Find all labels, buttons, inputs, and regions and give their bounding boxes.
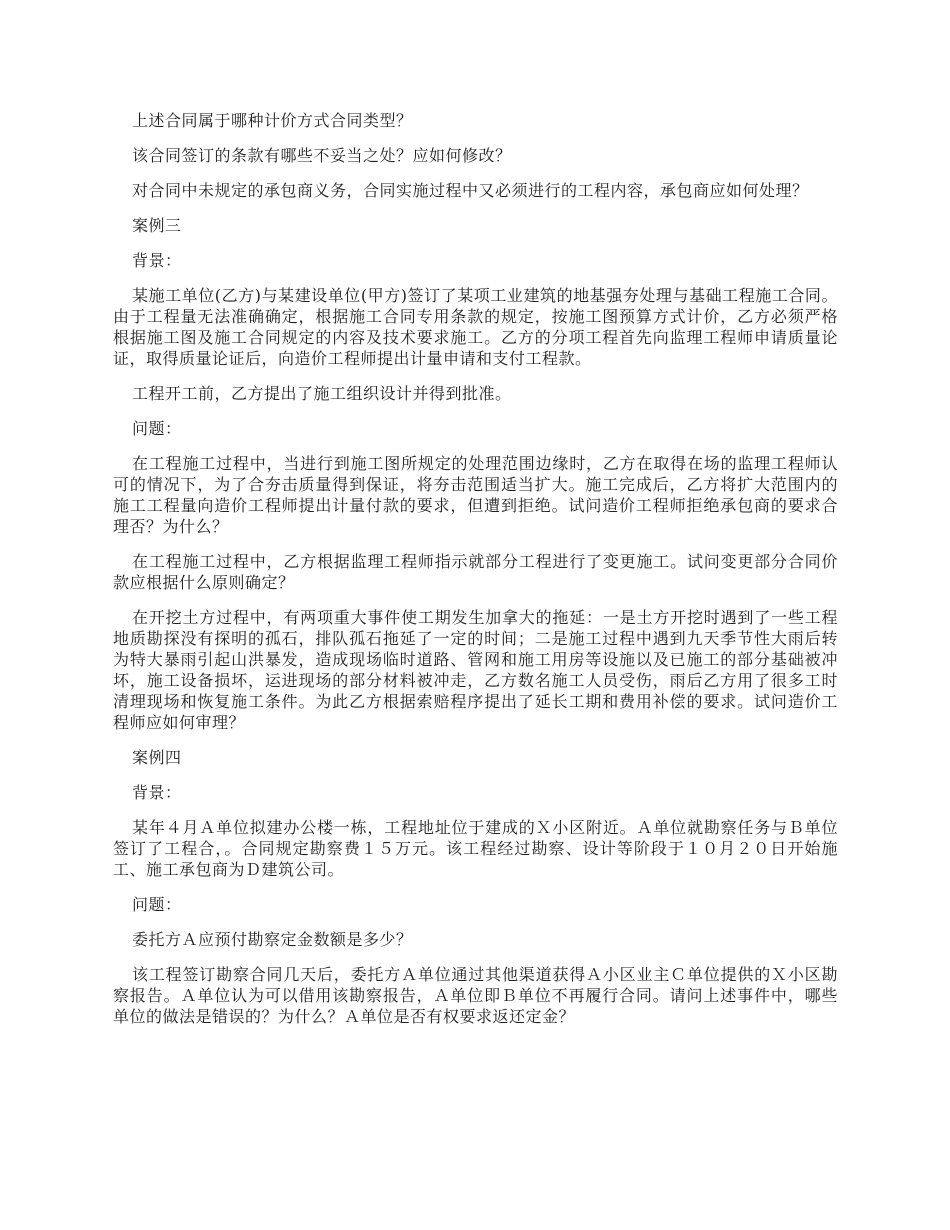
case-three-questions-label: 问题：: [132, 419, 182, 438]
case-four-heading: 案例四: [132, 748, 182, 767]
question-contract-pricing-type: 上述合同属于哪种计价方式合同类型？: [132, 111, 413, 130]
case-three-heading: 案例三: [132, 216, 182, 235]
case-three-question-3: 在开挖土方过程中，有两项重大事件使工期发生加拿大的拖延：一是土方开挖时遇到了一些工程地质勘探没有探明的孤石，排队孤石拖延了一定的时间；二是施工过程中遇到九天季节性大雨后转为特大暴雨引起山洪暴发，造成现场临时道路、管网和施工用房等设施以及已施工的部分基础被冲坏，施工设备损坏，运进现场的部分材料被冲走，乙方数名施工人员受伤，雨后乙方用了很多工时清理现场和恢复施工条件。为此乙方根据索赔程序提出了延长工期和费用补偿的要求。试问造价工程师应如何审理？: [113, 608, 838, 732]
case-four-questions-label: 问题：: [132, 895, 182, 914]
case-three-question-2: 在工程施工过程中，乙方根据监理工程师指示就部分工程进行了变更施工。试问变更部分合同价款应根据什么原则确定？: [113, 552, 838, 592]
case-four-background-label: 背景：: [132, 783, 182, 802]
document-body: [113, 110, 838, 1041]
case-three-question-1: 在工程施工过程中，当进行到施工图所规定的处理范围边缘时，乙方在取得在场的监理工程师认可的情况下，为了合夯击质量得到保证，将夯击范围适当扩大。施工完成后，乙方将扩大范围内的施工工程量向造价工程师提出计量付款的要求，但遭到拒绝。试问造价工程师拒绝承包商的要求合理否？为什么？: [113, 454, 838, 536]
case-four-background-text: 某年４月Ａ单位拟建办公楼一栋，工程地址位于建成的Ｘ小区附近。Ａ单位就勘察任务与Ｂ单位签订了工程合，。合同规定勘察费１５万元。该工程经过勘察、设计等阶段于１０月２０日开始施工、施工承包商为Ｄ建筑公司。: [113, 818, 838, 879]
question-unspecified-obligations: 对合同中未规定的承包商义务，合同实施过程中又必须进行的工程内容，承包商应如何处理？: [132, 181, 809, 200]
question-contract-clauses: 该合同签订的条款有哪些不妥当之处？应如何修改？: [132, 146, 512, 165]
case-three-background-text: 某施工单位(乙方)与某建设单位(甲方)签订了某项工业建筑的地基强夯处理与基础工程施工合同。由于工程量无法准确确定，根据施工合同专用条款的规定，按施工图预算方式计价，乙方必须严格根据施工图及施工合同规定的内容及技术要求施工。乙方的分项工程首先向监理工程师申请质量论证，取得质量论证后，向造价工程师提出计量申请和支付工程款。: [113, 286, 838, 368]
case-four-question-1: 委托方Ａ应预付勘察定金数额是多少？: [132, 930, 413, 949]
case-three-construction-plan: 工程开工前，乙方提出了施工组织设计并得到批准。: [132, 384, 512, 403]
case-four-question-2: 该工程签订勘察合同几天后，委托方Ａ单位通过其他渠道获得Ａ小区业主Ｃ单位提供的Ｘ小区勘察报告。Ａ单位认为可以借用该勘察报告，Ａ单位即Ｂ单位不再履行合同。请问上述事件中，哪些单位的做法是错误的？为什么？Ａ单位是否有权要求返还定金？: [113, 965, 838, 1026]
case-three-background-label: 背景：: [132, 251, 182, 270]
